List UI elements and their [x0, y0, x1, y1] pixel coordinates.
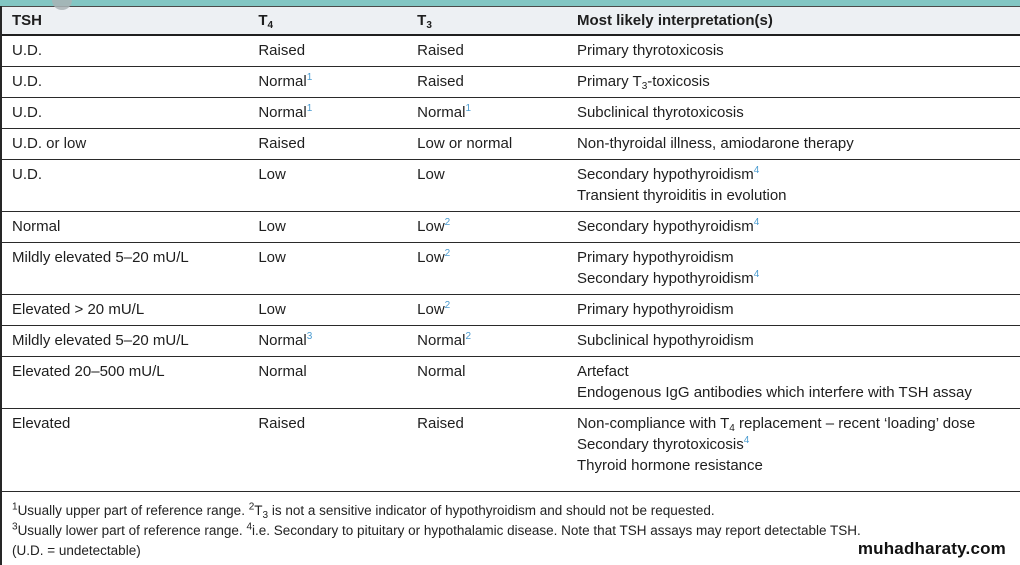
interpretation-cell: Primary hypothyroidism [567, 295, 1020, 326]
interpretation-cell: Secondary hypothyroidism$^4$ Transient thyroiditis in evolution [567, 160, 1020, 212]
t4-cell: Normal [248, 357, 407, 409]
t4-cell: Normal$^3$ [248, 326, 407, 357]
table-panel [0, 6, 1020, 565]
interpretation-cell: Subclinical thyrotoxicosis [567, 98, 1020, 129]
interpretation-cell: Non-thyroidal illness, amiodarone therapy [567, 129, 1020, 160]
column-header-t4: $T_4$ [248, 7, 407, 36]
t4-cell: Raised [248, 35, 407, 67]
t4-cell: Raised [248, 409, 407, 492]
interpretation-cell: Primary thyrotoxicosis [567, 35, 1020, 67]
table-row [2, 357, 1020, 409]
t3-cell: Low$^2$ [407, 243, 567, 295]
footnote-line-2: $^3$Usually lower part of reference range. $^4$i.e. Secondary to pituitary or hypothalamic disease. Note that TSH assays may report detectable TSH. [12, 521, 861, 538]
interpretation-cell: Primary hypothyroidism Secondary hypothyroidism$^4$ [567, 243, 1020, 295]
header-row [2, 7, 1020, 36]
thyroid-function-table [2, 6, 1020, 492]
table-row [2, 129, 1020, 160]
t3-cell: Normal$^2$ [407, 326, 567, 357]
interpretation-cell: Artefact Endogenous IgG antibodies which interfere with TSH assay [567, 357, 1020, 409]
tsh-cell: U.D. [2, 35, 248, 67]
table-row [2, 326, 1020, 357]
t4-cell: Low [248, 295, 407, 326]
table-row [2, 295, 1020, 326]
t3-cell: Normal$^1$ [407, 98, 567, 129]
table-row [2, 212, 1020, 243]
t4-cell: Normal$^1$ [248, 98, 407, 129]
t3-cell: Raised [407, 409, 567, 492]
tsh-cell: U.D. [2, 160, 248, 212]
tsh-cell: Mildly elevated 5–20 mU/L [2, 326, 248, 357]
column-header-t3: $T_3$ [407, 7, 567, 36]
table-row [2, 243, 1020, 295]
tsh-cell: Elevated 20–500 mU/L [2, 357, 248, 409]
footnote-line-1: $^1$Usually upper part of reference range. $^2T_3$ is not a sensitive indicator of hypothyroidism and should not be requested. [12, 501, 715, 521]
table-row [2, 35, 1020, 67]
t3-cell: Low$^2$ [407, 212, 567, 243]
t3-cell: Raised [407, 67, 567, 98]
interpretation-cell: Secondary hypothyroidism$^4$ [567, 212, 1020, 243]
interpretation-cell: Non-compliance with $T_4$ replacement – recent ‘loading’ dose Secondary thyrotoxicosis$^4$ Thyroid hormone resistance [567, 409, 1020, 492]
tsh-cell: U.D. [2, 67, 248, 98]
column-header-interpretation: Most likely interpretation(s) [567, 7, 1020, 36]
tsh-cell: Elevated [2, 409, 248, 492]
column-header-tsh: TSH [2, 7, 248, 36]
t3-cell: Normal [407, 357, 567, 409]
t3-cell: Low$^2$ [407, 295, 567, 326]
table-row [2, 409, 1020, 492]
table-row [2, 98, 1020, 129]
footnote-line-3: (U.D. = undetectable) [12, 543, 141, 558]
t4-cell: Normal$^1$ [248, 67, 407, 98]
tsh-cell: Mildly elevated 5–20 mU/L [2, 243, 248, 295]
t3-cell: Low or normal [407, 129, 567, 160]
tsh-cell: Elevated > 20 mU/L [2, 295, 248, 326]
t4-cell: Low [248, 243, 407, 295]
t4-cell: Raised [248, 129, 407, 160]
t3-cell: Low [407, 160, 567, 212]
t4-cell: Low [248, 212, 407, 243]
table-body [2, 35, 1020, 492]
interpretation-cell: Primary $T_3$-toxicosis [567, 67, 1020, 98]
top-accent-bar [0, 0, 1020, 6]
t3-cell: Raised [407, 35, 567, 67]
watermark: muhadharaty.com [857, 539, 1006, 558]
tsh-cell: U.D. or low [2, 129, 248, 160]
t4-cell: Low [248, 160, 407, 212]
tsh-cell: U.D. [2, 98, 248, 129]
table-row [2, 160, 1020, 212]
interpretation-cell: Subclinical hypothyroidism [567, 326, 1020, 357]
table-row [2, 67, 1020, 98]
tsh-cell: Normal [2, 212, 248, 243]
